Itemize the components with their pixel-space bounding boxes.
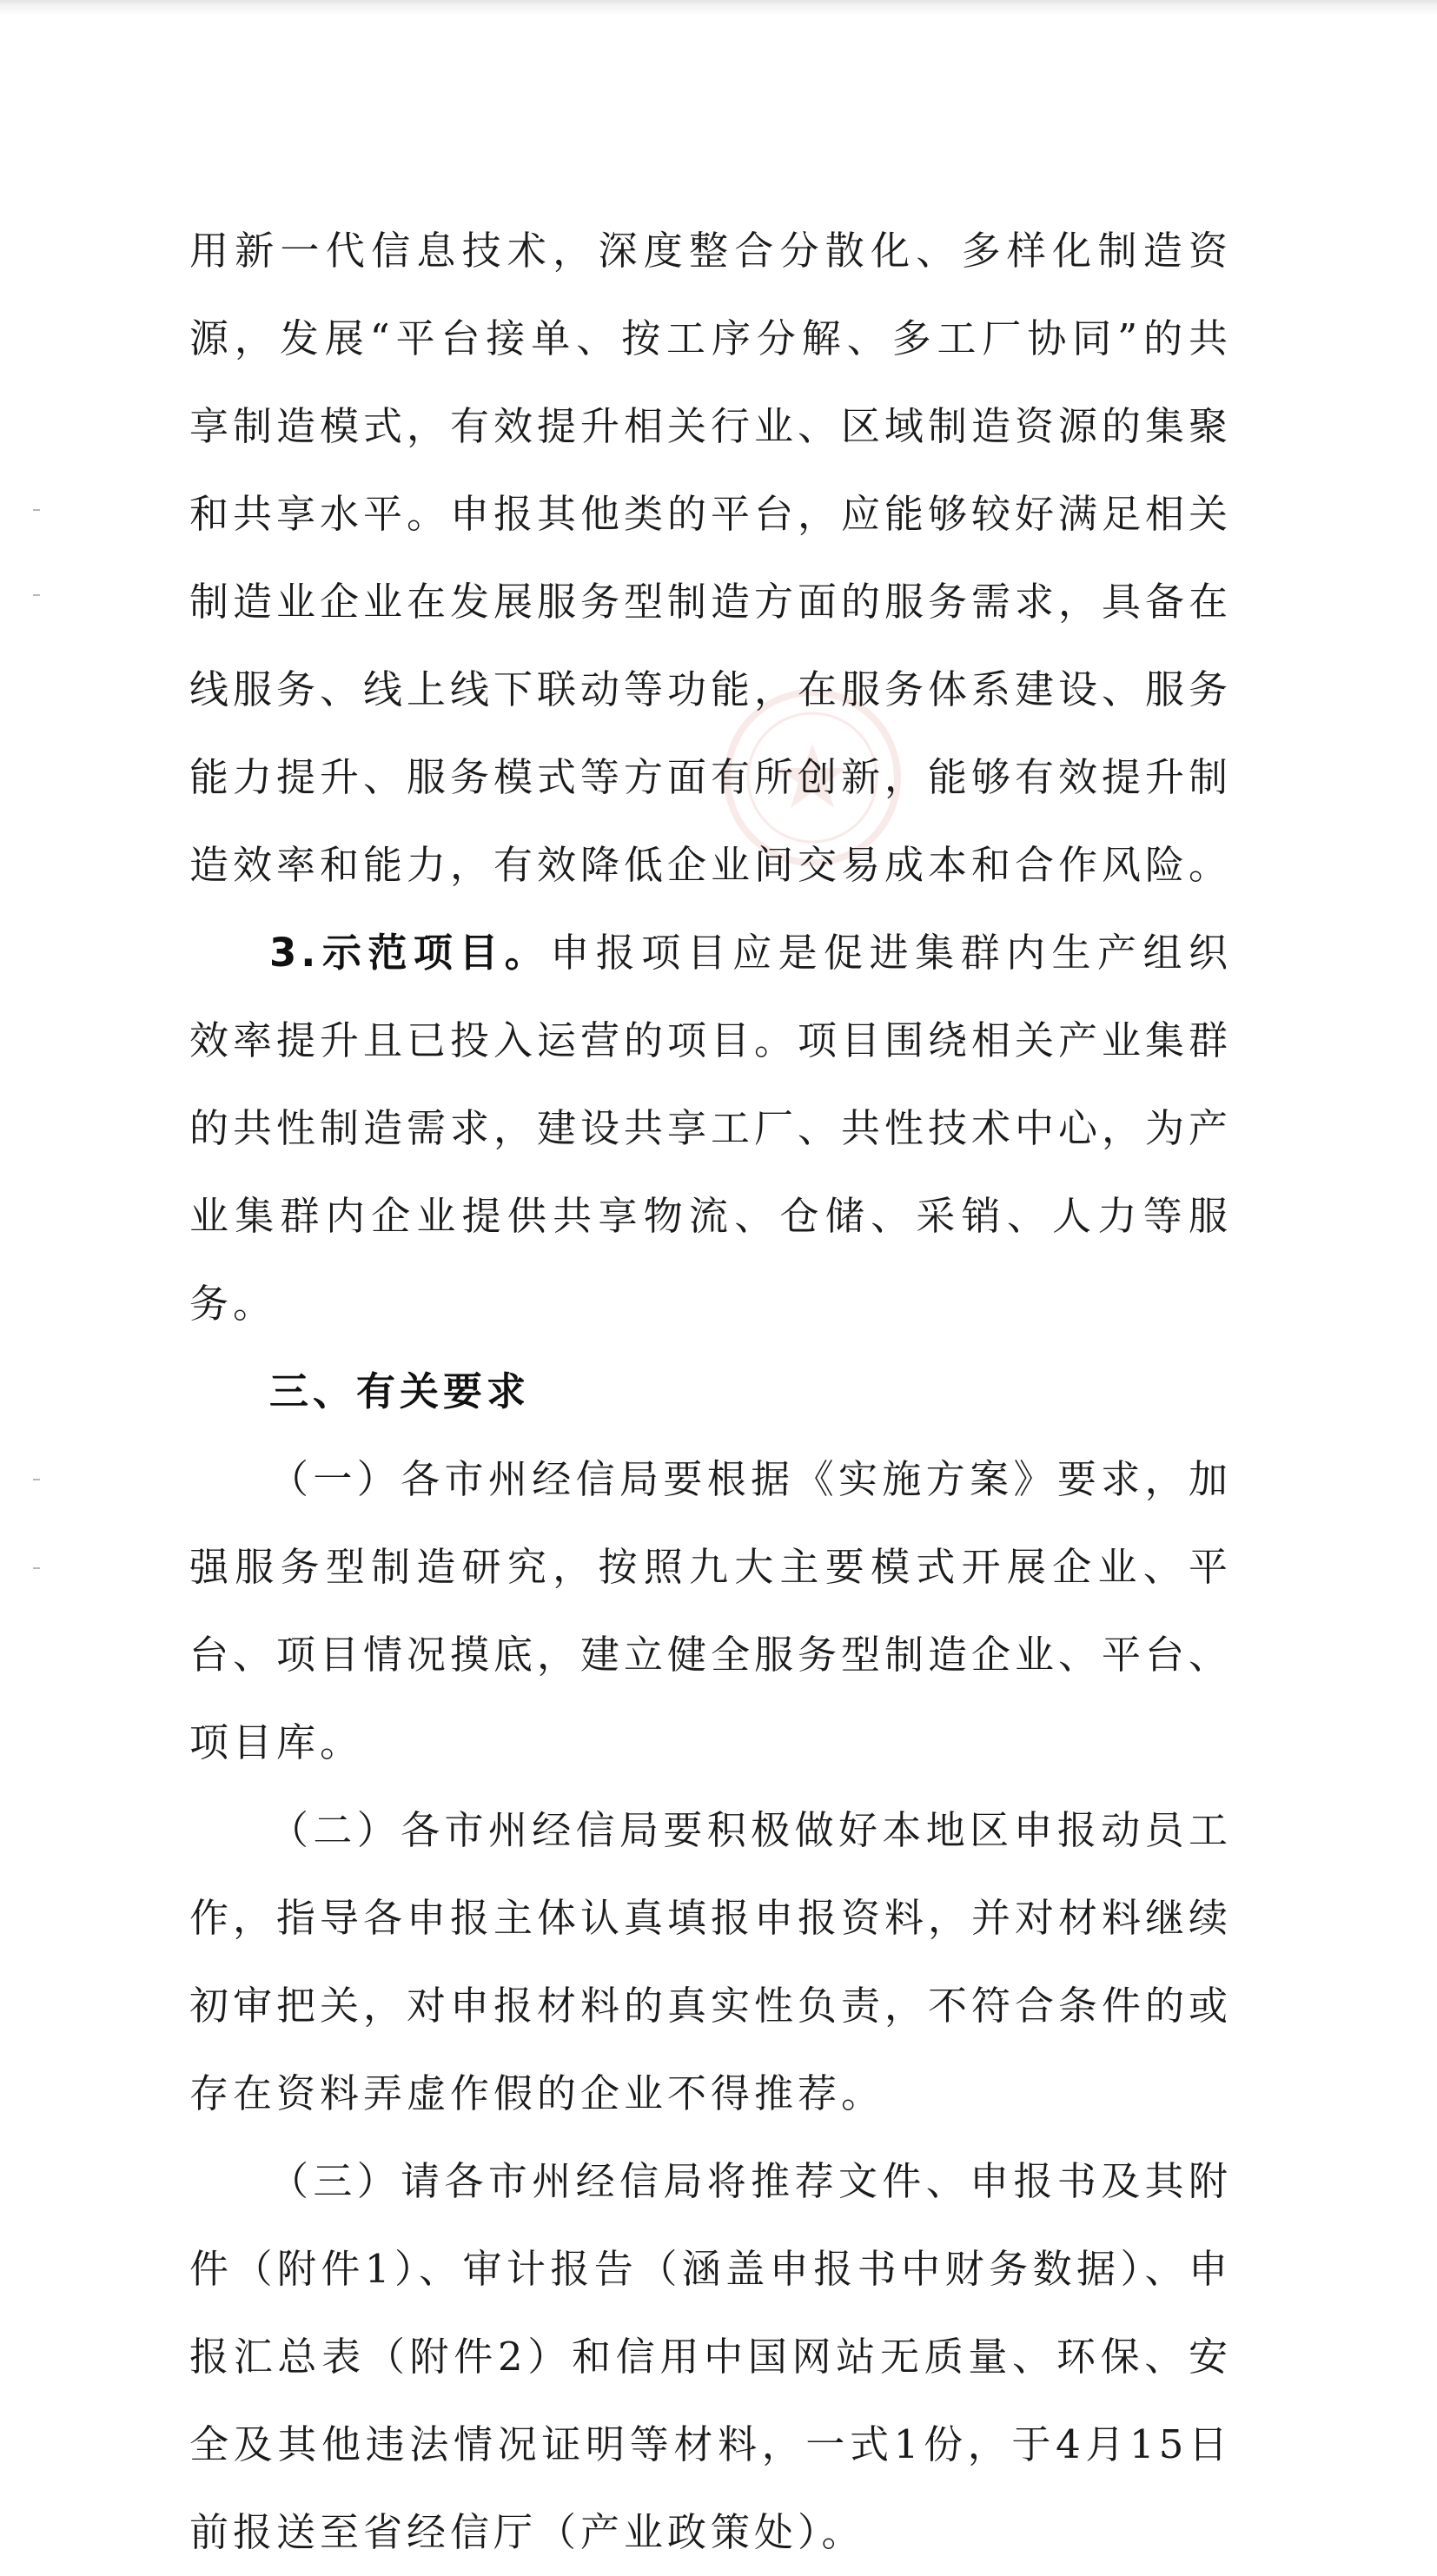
- demonstration-project-label: 3.示范项目。: [269, 930, 551, 976]
- scan-margin-mark: [33, 1567, 40, 1569]
- paragraph-requirement-1: （一）各市州经信局要根据《实施方案》要求，加强服务型制造研究，按照九大主要模式开展企业、平台、项目情况摸底，建立健全服务型制造企业、平台、项目库。: [189, 1456, 1233, 1765]
- scan-margin-mark: [33, 509, 40, 511]
- demonstration-project-text: 申报项目应是促进集群内生产组织效率提升且已投入运营的项目。项目围绕相关产业集群的共性制造需求，建设共享工厂、共性技术中心，为产业集群内企业提供共享物流、仓储、采销、人力等服务。: [189, 930, 1233, 1327]
- document-body: [189, 207, 1232, 2576]
- paragraph-demonstration-project: [189, 909, 1232, 1348]
- scan-margin-mark: [33, 594, 40, 596]
- scan-margin-mark: [33, 1479, 40, 1480]
- scan-top-edge: [0, 0, 1437, 16]
- paragraph-requirement-3: （三）请各市州经信局将推荐文件、申报书及其附件（附件1）、审计报告（涵盖申报书中财务数据）、申报汇总表（附件2）和信用中国网站无质量、环保、安全及其他违法情况证明等材料，一式1份，于4月15日前报送至省经信厅（产业政策处）。: [189, 2158, 1232, 2555]
- paragraph-platform-continuation: 用新一代信息技术，深度整合分散化、多样化制造资源，发展“平台接单、按工序分解、多工厂协同”的共享制造模式，有效提升相关行业、区域制造资源的集聚和共享水平。申报其他类的平台，应能够较好满足相关制造业企业在发展服务型制造方面的服务需求，具备在线服务、线上线下联动等功能，在服务体系建设、服务能力提升、服务模式等方面有所创新，能够有效提升制造效率和能力，有效降低企业间交易成本和合作风险。: [189, 228, 1233, 888]
- paragraph-requirement-2: （二）各市州经信局要积极做好本地区申报动员工作，指导各申报主体认真填报申报资料，并对材料继续初审把关，对申报材料的真实性负责，不符合条件的或存在资料弄虚作假的企业不得推荐。: [189, 1807, 1233, 2116]
- section-heading-requirements: 三、有关要求: [269, 1368, 531, 1414]
